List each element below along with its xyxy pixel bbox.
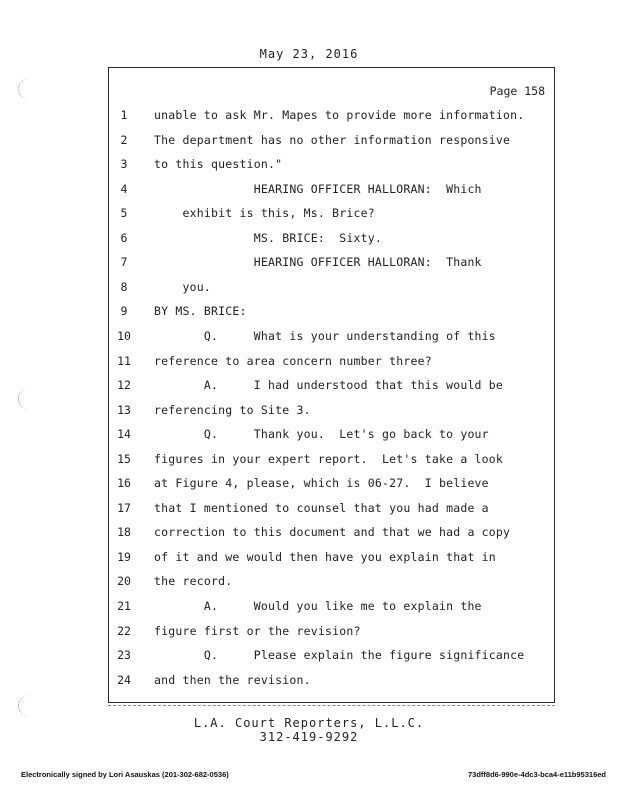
- line-text: figures in your expert report. Let's take a look: [154, 451, 504, 466]
- line-number: 5: [120, 206, 128, 221]
- line-number: 15: [117, 451, 131, 466]
- line-text: that I mentioned to counsel that you had made a: [154, 500, 489, 515]
- line-number: 8: [120, 279, 128, 294]
- line-text: Q. Please explain the figure significance: [154, 648, 525, 663]
- line-number: 3: [120, 157, 128, 172]
- line-text: of it and we would then have you explain that in: [154, 549, 496, 564]
- line-number: 7: [120, 255, 128, 270]
- line-number: 4: [120, 181, 128, 196]
- line-number: 20: [117, 574, 131, 589]
- footer-phone: 312-419-9292: [259, 730, 359, 744]
- line-number: 11: [117, 353, 131, 368]
- line-text: figure first or the revision?: [154, 623, 361, 638]
- line-number: 2: [120, 132, 128, 147]
- line-number: 21: [117, 599, 131, 613]
- frame-bottom-edge: [108, 705, 555, 708]
- line-number: 17: [117, 500, 131, 515]
- line-text: A. Would you like me to explain the: [154, 599, 482, 613]
- line-text: HEARING OFFICER HALLORAN: Which: [154, 181, 482, 196]
- line-number: 1: [120, 108, 128, 122]
- line-number: 19: [117, 549, 131, 564]
- line-text: A. I had understood that this would be: [154, 378, 504, 393]
- line-number: 18: [117, 525, 131, 540]
- line-number: 6: [120, 230, 128, 245]
- line-text: exhibit is this, Ms. Brice?: [154, 206, 375, 221]
- punch-hole: [18, 695, 41, 717]
- line-text: reference to area concern number three?: [154, 353, 432, 368]
- line-number: 16: [117, 476, 131, 491]
- line-number: 22: [117, 623, 131, 638]
- line-number: 14: [117, 427, 131, 442]
- line-text: you.: [154, 279, 211, 294]
- line-number: 9: [120, 304, 128, 319]
- line-number: 12: [117, 378, 131, 393]
- line-number: 24: [117, 672, 131, 687]
- line-number: 10: [117, 328, 131, 343]
- line-text: HEARING OFFICER HALLORAN: Thank: [154, 255, 482, 270]
- header-date: May 23, 2016: [259, 47, 359, 61]
- line-number: 13: [117, 402, 131, 417]
- signature-left: Electronically signed by Lori Asauskas (201-302-682-0536): [21, 770, 229, 779]
- line-text: unable to ask Mr. Mapes to provide more information.: [154, 108, 525, 122]
- line-text: and then the revision.: [154, 672, 311, 687]
- line-text: at Figure 4, please, which is 06-27. I believe: [154, 476, 489, 491]
- footer-company: L.A. Court Reporters, L.L.C.: [193, 716, 425, 730]
- line-number: 23: [117, 648, 131, 663]
- line-text: Q. Thank you. Let's go back to your: [154, 427, 489, 442]
- line-text: the record.: [154, 574, 233, 589]
- punch-hole: [18, 388, 41, 410]
- signature-right: 73dff8d6-990e-4dc3-bca4-e11b95316ed: [468, 770, 606, 779]
- punch-hole: [18, 78, 41, 100]
- line-text: referencing to Site 3.: [154, 402, 311, 417]
- line-text: BY MS. BRICE:: [154, 304, 247, 319]
- line-text: to this question.": [154, 157, 283, 172]
- line-text: Q. What is your understanding of this: [154, 328, 496, 343]
- line-text: MS. BRICE: Sixty.: [154, 230, 382, 245]
- page-number: Page 158: [489, 84, 545, 98]
- line-text: The department has no other information responsive: [154, 132, 511, 147]
- line-text: correction to this document and that we had a copy: [154, 525, 511, 540]
